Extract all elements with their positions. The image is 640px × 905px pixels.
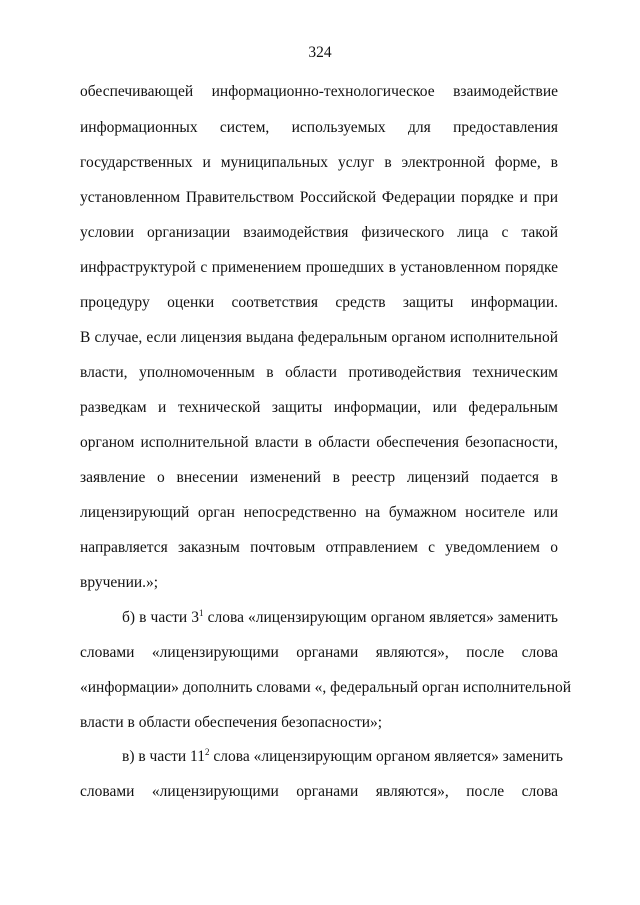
text-line: государственных и муниципальных услуг в электронной форме, в [80,154,558,171]
text-line: органом исполнительной власти в области обеспечения безопасности, [80,434,558,451]
item-b-line-2: словами «лицензирующими органами являются», после слова [80,644,558,661]
page-number: 324 [308,44,332,61]
text-line: заявление о внесении изменений в реестр лицензий подается в [80,469,558,486]
text-line: инфраструктурой с применением прошедших в установленном порядке [80,259,558,276]
item-v-superscript: 2 [204,747,210,757]
item-b-line-4: власти в области обеспечения безопасности»; [80,714,383,731]
item-b-line-3: «информации» дополнить словами «, федеральный орган исполнительной [80,679,572,696]
text-line: обеспечивающей информационно-технологическое взаимодействие [80,83,558,100]
item-b-part-2: слова «лицензирующим органом является» заменить [203,609,558,626]
item-b-line-1 [122,609,558,627]
item-v-line-1 [122,747,563,766]
item-b-superscript: 1 [199,608,204,618]
text-line: направляется заказным почтовым отправлением с уведомлением о [80,539,558,556]
text-line: установленном Правительством Российской Федерации порядке и при [80,189,558,206]
item-v-line-2: словами «лицензирующими органами являются», после слова [80,783,558,800]
text-line: вручении.»; [80,574,159,591]
item-v-part-2: слова «лицензирующим органом является» заменить [209,748,563,765]
text-line: В случае, если лицензия выдана федеральным органом исполнительной [80,329,558,346]
text-line: условии организации взаимодействия физического лица с такой [80,224,558,241]
item-v-part-1: в) в части 11 [122,748,205,765]
text-line: разведкам и технической защиты информации, или федеральным [80,399,558,416]
text-line: информационных систем, используемых для предоставления [80,119,558,136]
text-line: власти, уполномоченным в области противодействия техническим [80,364,558,381]
item-b-part-1: б) в части 3 [122,609,199,626]
text-line: лицензирующий орган непосредственно на бумажном носителе или [80,504,558,521]
text-line: процедуру оценки соответствия средств защиты информации. [80,294,558,311]
